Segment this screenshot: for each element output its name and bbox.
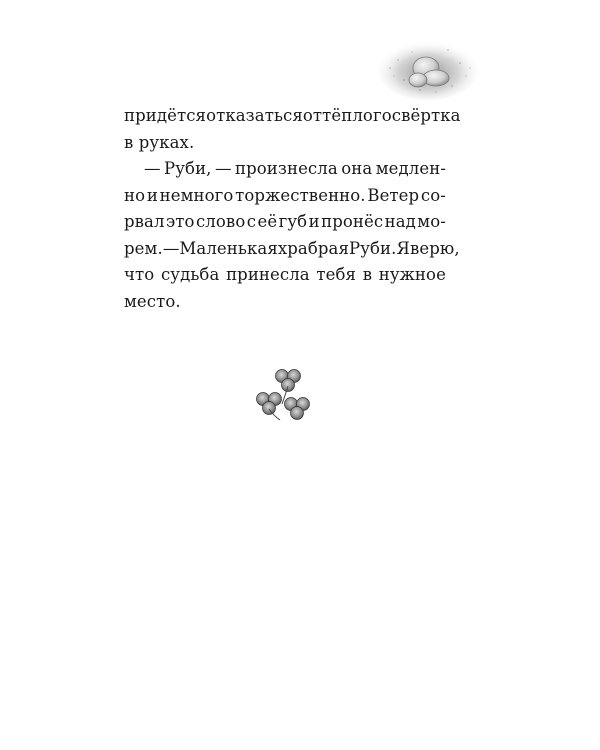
word: торжественно. <box>235 185 366 205</box>
word: над <box>384 212 416 231</box>
word: и <box>308 212 320 231</box>
word: придётся <box>124 106 207 125</box>
word: Ветер <box>367 185 420 205</box>
word: — <box>214 159 232 178</box>
word: что <box>124 265 155 284</box>
word: она <box>341 159 373 178</box>
word: но <box>124 185 146 205</box>
word: Руби, <box>164 159 212 178</box>
word: мо- <box>417 212 446 231</box>
word: Маленькая <box>179 238 278 258</box>
text-line-6 <box>124 236 460 263</box>
word: — <box>162 238 180 258</box>
word: свёртка <box>391 106 461 125</box>
word: её <box>257 212 278 231</box>
word: и <box>146 185 158 205</box>
word: нужное <box>378 265 446 284</box>
word: — <box>144 159 161 178</box>
word: тебя <box>316 265 357 284</box>
text-line-8: место. <box>124 291 181 311</box>
word: верю, <box>409 238 460 258</box>
word: рем. <box>124 238 163 258</box>
word: рвал <box>124 212 165 231</box>
word: со- <box>420 185 446 205</box>
text-line-5 <box>124 209 446 236</box>
clover-icon <box>252 362 320 430</box>
word: от <box>302 106 323 125</box>
word: Я <box>396 238 410 258</box>
word: губ <box>278 212 308 231</box>
word: судьба <box>160 265 220 284</box>
word: Руби. <box>349 238 397 258</box>
text-line-3 <box>124 156 446 183</box>
word: это <box>165 212 195 231</box>
word: произнесла <box>234 159 338 178</box>
text-line-4 <box>124 183 446 210</box>
word: принесла <box>226 265 310 284</box>
stones-icon <box>378 30 478 102</box>
word: храбрая <box>277 238 349 258</box>
word: с <box>246 212 257 231</box>
text-line-1 <box>124 103 461 130</box>
word: медлен- <box>375 159 446 178</box>
word: пронёс <box>321 212 384 231</box>
word: отказаться <box>206 106 303 125</box>
body-text <box>124 103 461 315</box>
word: слово <box>195 212 246 231</box>
text-line-2: в руках. <box>124 132 195 152</box>
word: немного <box>159 185 234 205</box>
word: тёплого <box>322 106 392 125</box>
word: в <box>362 265 373 284</box>
text-line-7 <box>124 262 446 289</box>
